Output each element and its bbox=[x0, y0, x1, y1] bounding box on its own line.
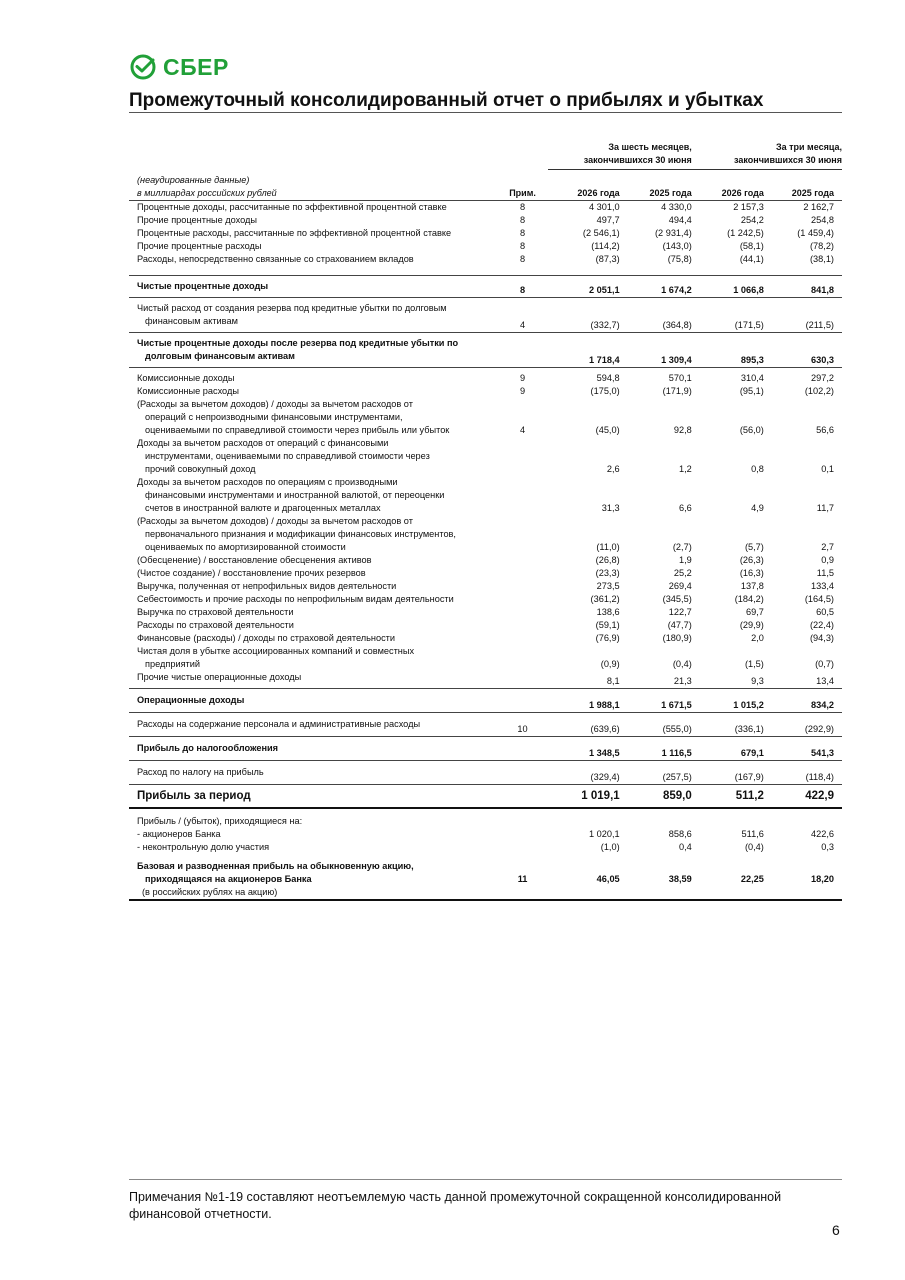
table-row: Чистая доля в убытке ассоциированных компаний и совместных bbox=[137, 645, 415, 656]
table-row: первоначального признания и модификации финансовых инструментов, bbox=[145, 528, 456, 539]
table-row: (Чистое создание) / восстановление прочих резервов (23,3) 25,2 (16,3) 11,5 bbox=[137, 567, 834, 578]
table-row: Расход по налогу на прибыль (329,4) (257,5) (167,9) (118,4) bbox=[129, 760, 842, 784]
year-header-1: 2026 года bbox=[577, 187, 620, 198]
table-row: Прочие процентные расходы 8 (114,2) (143,0) (58,1) (78,2) bbox=[137, 240, 834, 251]
table-row: оцениваемых по амортизированной стоимости (11,0) (2,7) (5,7) 2,7 bbox=[145, 541, 834, 552]
year-header-4: 2025 года bbox=[791, 187, 834, 198]
footer-rule bbox=[129, 1179, 842, 1180]
table-row: Прибыль / (убыток), приходящиеся на: bbox=[137, 815, 303, 826]
table-row: Выручка, полученная от непрофильных видов деятельности 273,5 269,4 137,8 133,4 bbox=[137, 580, 834, 591]
subtotal-row: Операционные доходы 1 988,1 1 671,5 1 015,2 834,2 bbox=[129, 688, 842, 712]
table-row: Расходы на содержание персонала и административные расходы 10 (639,6) (555,0) (336,1) (292,9) bbox=[129, 712, 842, 736]
table-row: - неконтрольную долю участия (1,0) 0,4 (0,4) 0,3 bbox=[137, 841, 834, 852]
table-row: Себестоимость и прочие расходы по непрофильным видам деятельности (361,2) (345,5) (184,2) (164,5) bbox=[137, 593, 834, 604]
subtotal-row: долговым финансовым активам 1 718,4 1 309,4 895,3 630,3 bbox=[145, 350, 834, 365]
spacer-row bbox=[129, 266, 842, 276]
subtotal-row: Чистые процентные доходы после резерва под кредитные убытки по bbox=[129, 332, 842, 350]
table-row: Комиссионные расходы 9 (175,0) (171,9) (95,1) (102,2) bbox=[137, 385, 834, 396]
header-unaudited-row bbox=[129, 170, 842, 187]
net-profit-row: Прибыль за период 1 019,1 859,0 511,2 422,9 bbox=[129, 784, 842, 808]
table-row: Прочие процентные доходы 8 497,7 494,4 254,2 254,8 bbox=[137, 214, 834, 225]
table-row: прочий совокупный доход 2,6 1,2 0,8 0,1 bbox=[145, 463, 834, 474]
title-rule bbox=[129, 112, 842, 113]
table-row: финансовым активам 4 (332,7) (364,8) (171,5) (211,5) bbox=[145, 315, 834, 330]
page-title: Промежуточный консолидированный отчет о прибылях и убытках bbox=[129, 90, 764, 111]
table-row: Выручка по страховой деятельности 138,6 122,7 69,7 60,5 bbox=[137, 606, 834, 617]
table-row: финансовыми инструментами и иностранной валютой, от переоценки bbox=[145, 489, 445, 500]
table-row: Доходы за вычетом расходов по операциям с производными bbox=[137, 476, 398, 487]
table-row: - акционеров Банка 1 020,1 858,6 511,6 422,6 bbox=[137, 828, 834, 839]
subtotal-row: Прибыль до налогообложения 1 348,5 1 116,5 679,1 541,3 bbox=[129, 736, 842, 760]
sber-logo bbox=[129, 52, 229, 82]
table-row: счетов в иностранной валюте и драгоценных металлах 31,3 6,6 4,9 11,7 bbox=[145, 502, 834, 513]
eps-row: Базовая и разводненная прибыль на обыкновенную акцию, bbox=[137, 860, 414, 871]
table-row: Процентные расходы, рассчитанные по эффективной процентной ставке 8 (2 546,1) (2 931,4) (1 242,5) (1 459,4) bbox=[137, 227, 834, 238]
note-header: Прим. bbox=[509, 187, 536, 198]
table-row: (Обесценение) / восстановление обесценения активов (26,8) 1,9 (26,3) 0,9 bbox=[137, 554, 834, 565]
table-row: Доходы за вычетом расходов от операций с финансовыми bbox=[137, 437, 389, 448]
table-row: операций с непроизводными финансовыми инструментами, bbox=[145, 411, 403, 422]
table-row: Прочие чистые операционные доходы 8,1 21,3 9,3 13,4 bbox=[137, 671, 834, 686]
table-row: (Расходы за вычетом доходов) / доходы за вычетом расходов от bbox=[137, 398, 413, 409]
header-six-months: За шесть месяцев, закончившихся 30 июня bbox=[548, 141, 692, 170]
header-year-row bbox=[129, 187, 842, 201]
table-row: Финансовые (расходы) / доходы по страховой деятельности (76,9) (180,9) 2,0 (94,3) bbox=[137, 632, 834, 643]
table-row: Процентные доходы, рассчитанные по эффективной процентной ставке 8 4 301,0 4 330,0 2 157,3 2 162,7 bbox=[129, 200, 842, 214]
units-label: в миллиардах российских рублей bbox=[137, 187, 277, 198]
table-row: предприятий (0,9) (0,4) (1,5) (0,7) bbox=[145, 658, 834, 669]
table-row: Комиссионные доходы 9 594,8 570,1 310,4 297,2 bbox=[129, 367, 842, 385]
unaudited-label: (неаудированные данные) bbox=[137, 174, 250, 185]
footer-note: Примечания №1-19 составляют неотъемлемую часть данной промежуточной сокращенной консолидированной финансовой отчетности. bbox=[129, 1190, 782, 1221]
eps-row: приходящаяся на акционеров Банка 11 46,05 38,59 22,25 18,20 bbox=[145, 873, 834, 884]
page-number: 6 bbox=[832, 1222, 840, 1238]
header-three-months: За три месяца, закончившихся 30 июня bbox=[692, 141, 842, 170]
eps-unit-row: (в российских рублях на акцию) bbox=[129, 886, 842, 900]
table-row: Расходы, непосредственно связанные со страхованием вкладов 8 (87,3) (75,8) (44,1) (38,1) bbox=[137, 253, 834, 264]
income-statement-table bbox=[129, 141, 842, 901]
table-row: Чистый расход от создания резерва под кредитные убытки по долговым bbox=[129, 297, 842, 315]
sber-logo-icon bbox=[129, 53, 157, 81]
table-row: Расходы по страховой деятельности (59,1) (47,7) (29,9) (22,4) bbox=[137, 619, 834, 630]
table-row: (Расходы за вычетом доходов) / доходы за вычетом расходов от bbox=[137, 515, 413, 526]
year-header-3: 2026 года bbox=[721, 187, 764, 198]
brand-name: СБЕР bbox=[163, 53, 229, 80]
year-header-2: 2025 года bbox=[649, 187, 692, 198]
table-row: оцениваемыми по справедливой стоимости через прибыль или убыток 4 (45,0) 92,8 (56,0) 56,6 bbox=[145, 424, 834, 435]
subtotal-row: Чистые процентные доходы 8 2 051,1 1 674,2 1 066,8 841,8 bbox=[129, 275, 842, 297]
table-row: инструментами, оцениваемыми по справедливой стоимости через bbox=[145, 450, 430, 461]
header-group-row bbox=[129, 141, 842, 170]
